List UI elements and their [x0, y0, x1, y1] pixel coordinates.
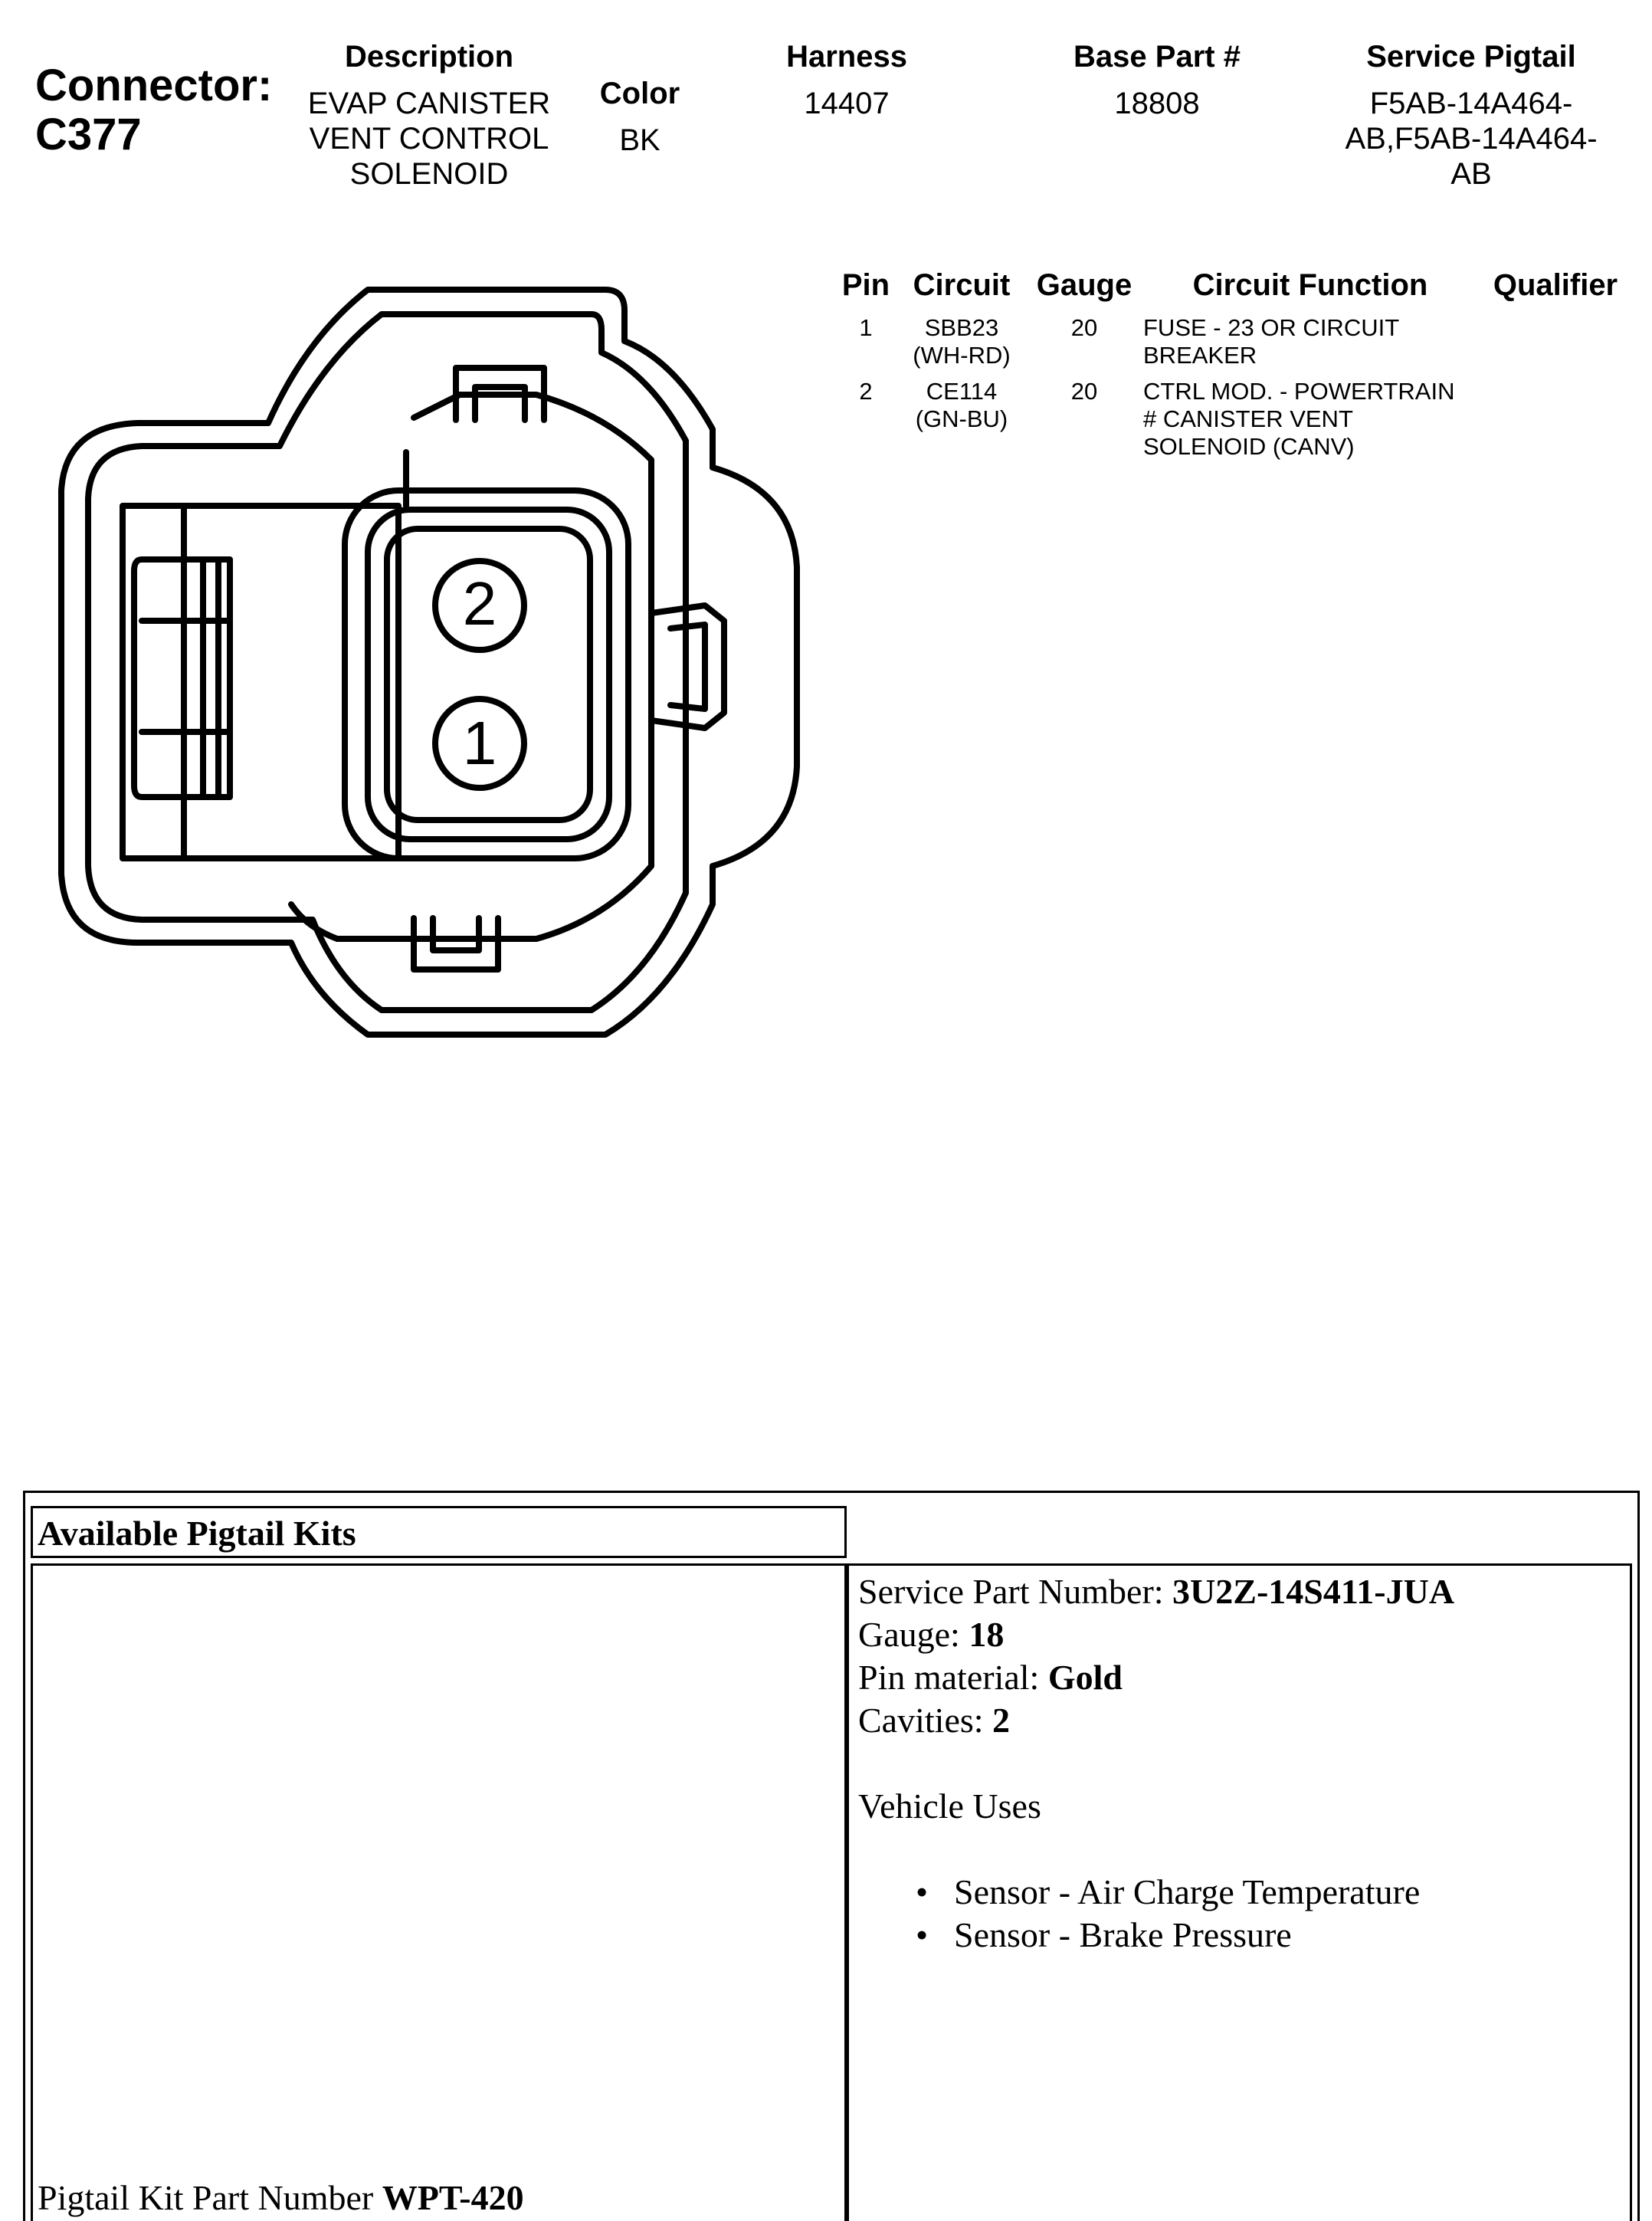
- bottom-latch: [414, 918, 498, 969]
- list-item: • Sensor - Air Charge Temperature: [916, 1871, 1624, 1914]
- pin-material-value: Gold: [1047, 1658, 1123, 1697]
- description-header: Description: [344, 40, 514, 74]
- gauge-col-header: Gauge: [1036, 268, 1132, 302]
- function-line: BREAKER: [1143, 342, 1257, 369]
- color-value: BK: [619, 123, 660, 157]
- circuit-col-header: Circuit: [913, 268, 1011, 302]
- circuit-line: SBB23: [924, 314, 999, 341]
- service-part-value: 3U2Z-14S411-JUA: [1172, 1572, 1455, 1611]
- service-pigtail-line: AB,F5AB-14A464-: [1345, 122, 1598, 156]
- circuit-line: (WH-RD): [913, 342, 1011, 369]
- qualifier-col-header: Qualifier: [1493, 268, 1618, 302]
- service-pigtail-line: AB: [1450, 157, 1492, 191]
- kit-part-label: Pigtail Kit Part Number: [38, 2178, 382, 2217]
- gauge-value: 18: [969, 1615, 1005, 1654]
- table-cell-gauge: 20: [1070, 378, 1098, 405]
- pin-col-header: Pin: [841, 268, 890, 302]
- pigtail-kits-title-box: [31, 1506, 847, 1558]
- gauge-row: [858, 1613, 1624, 1656]
- list-item: • Sensor - Brake Pressure: [916, 1914, 1624, 1957]
- table-cell-function: [1143, 314, 1480, 369]
- description-line: EVAP CANISTER: [307, 87, 551, 120]
- vehicle-uses-list: [916, 1871, 1624, 1957]
- pigtail-kit-details: [858, 1570, 1624, 1957]
- table-cell-circuit: [904, 314, 1019, 369]
- function-line: FUSE - 23 OR CIRCUIT: [1143, 314, 1400, 341]
- table-cell-function: [1143, 378, 1480, 461]
- pin-material-row: [858, 1656, 1624, 1699]
- service-pigtail-header: Service Pigtail: [1366, 40, 1576, 74]
- pigtail-kits-title: Available Pigtail Kits: [38, 1514, 356, 1553]
- kit-part-value: WPT-420: [382, 2178, 524, 2217]
- cavity-1-label: 1: [462, 709, 497, 777]
- pigtail-kit-details-box: [847, 1563, 1632, 2221]
- color-header: Color: [599, 77, 680, 110]
- table-cell-pin: 1: [859, 314, 873, 341]
- gauge-label: Gauge:: [858, 1615, 969, 1654]
- table-cell-pin: 2: [859, 378, 873, 405]
- cavities-row: [858, 1699, 1624, 1742]
- description-line: SOLENOID: [349, 157, 509, 191]
- base-part-header: Base Part #: [1073, 40, 1241, 74]
- table-cell-circuit: [904, 378, 1019, 433]
- connector-face-diagram: [0, 0, 843, 1088]
- circuit-line: (GN-BU): [915, 405, 1008, 432]
- pin-material-label: Pin material:: [858, 1658, 1048, 1697]
- service-pigtail-line: F5AB-14A464-: [1369, 87, 1573, 120]
- function-line: # CANISTER VENT: [1143, 405, 1353, 432]
- connector-label: Connector:: [35, 61, 273, 110]
- connector-id: C377: [35, 110, 142, 159]
- description-line: VENT CONTROL: [309, 122, 549, 156]
- pigtail-kit-part-number: [38, 2177, 524, 2219]
- cavity-2-label: 2: [462, 569, 497, 638]
- cavities-label: Cavities:: [858, 1701, 993, 1740]
- harness-value: 14407: [804, 87, 890, 120]
- pigtail-kit-image-box: [31, 1563, 847, 2221]
- bottom-latch-inner: [433, 918, 479, 950]
- base-part-value: 18808: [1114, 87, 1200, 120]
- function-col-header: Circuit Function: [1192, 268, 1428, 302]
- service-part-label: Service Part Number:: [858, 1572, 1173, 1611]
- service-pigtail-value: [1303, 86, 1640, 192]
- vehicle-uses-heading: Vehicle Uses: [858, 1786, 1041, 1826]
- function-line: CTRL MOD. - POWERTRAIN: [1143, 378, 1455, 405]
- table-cell-gauge: 20: [1070, 314, 1098, 341]
- harness-header: Harness: [786, 40, 907, 74]
- cavities-value: 2: [992, 1701, 1011, 1740]
- circuit-line: CE114: [926, 378, 998, 405]
- service-part-row: [858, 1570, 1624, 1613]
- function-line: SOLENOID (CANV): [1143, 433, 1355, 460]
